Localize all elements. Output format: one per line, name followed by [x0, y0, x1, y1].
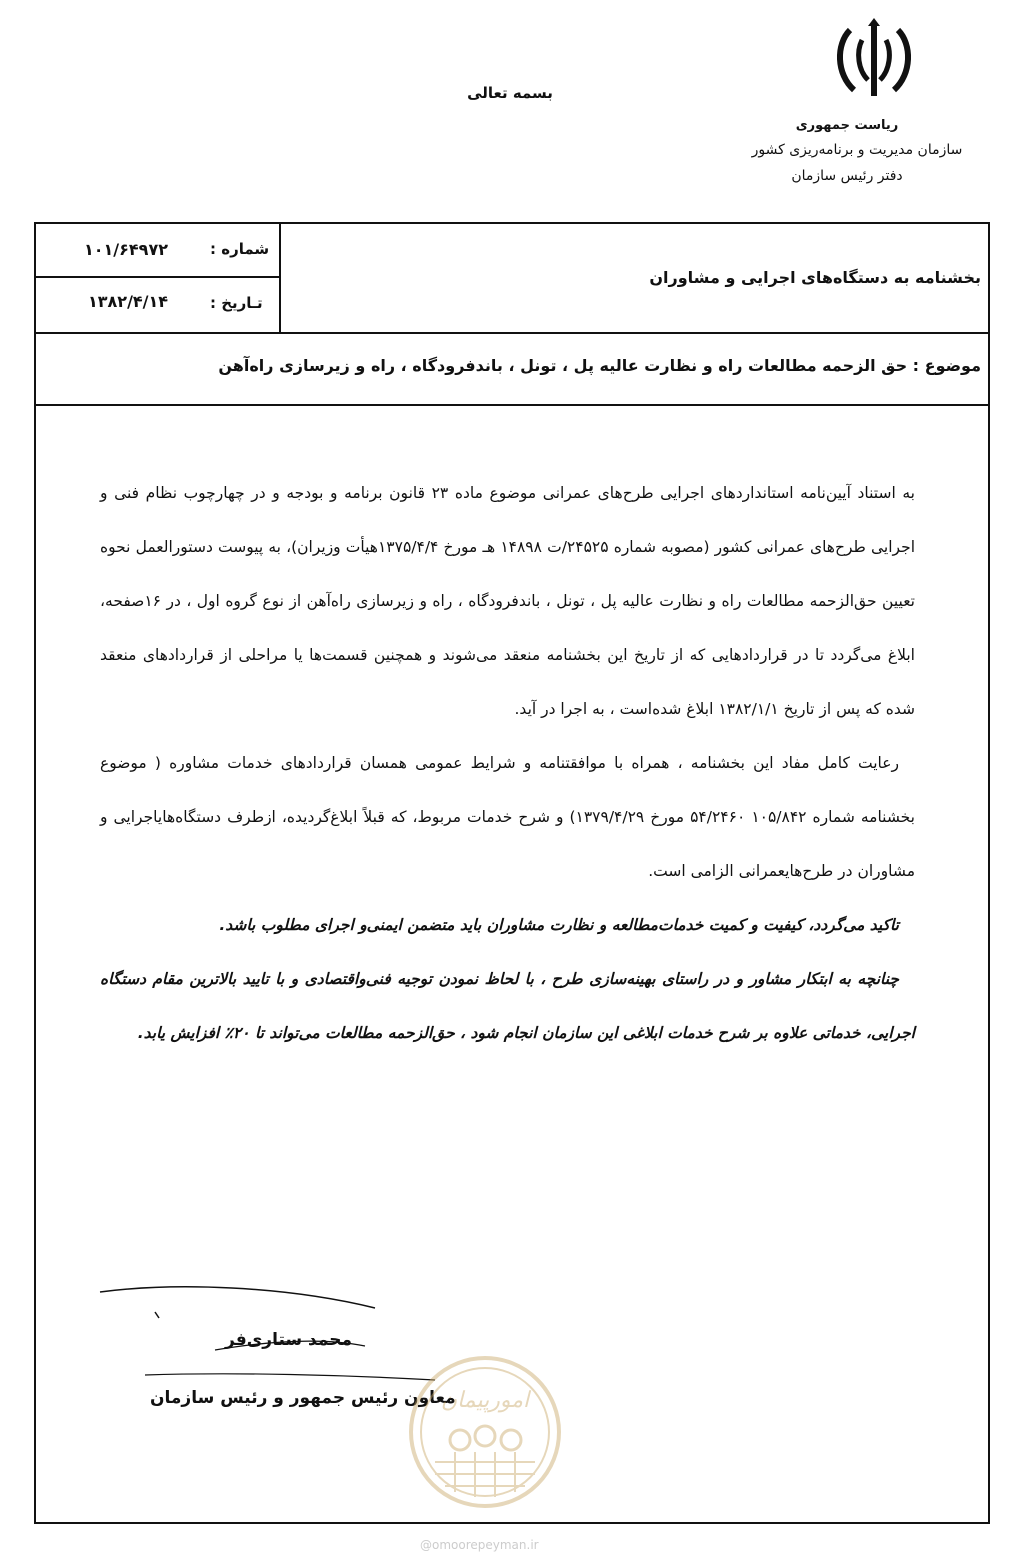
meta-divider	[34, 276, 279, 278]
seal-watermark	[405, 1352, 565, 1512]
signatory-name: محمد ستاری‌فر	[225, 1330, 353, 1350]
iran-emblem-icon	[832, 18, 916, 104]
paragraph-1: به استناد آیین‌نامه استانداردهای اجرایی طرح‌های عمرانی موضوع ماده ۲۳ قانون برنامه و بودجه و در چهارچوب نظام فنی و اجرایی طرح‌های عمرانی کشور (مصوبه شماره ۲۴۵۲۵/ت ۱۴۸۹۸ هـ مورخ ۱۳۷۵/۴/۴هیأت وزیران)، به پیوست دستورالعمل نحوه تعیین حق‌الزحمه مطالعات راه و نظارت عالیه پل ، تونل ، باندفرودگاه ، راه و زیرسازی راه‌آهن از نوع گروه اول ، در ۱۶صفحه، ابلاغ می‌گردد تا در قراردادهایی که از تاریخ این بخشنامه منعقد می‌شوند و همچنین قسمت‌ها یا مراحلی از قراردادهای منعقد شده که پس از تاریخ ۱۳۸۲/۱/۱ ابلاغ شده‌است ، به اجرا در آید.	[100, 484, 915, 718]
number-label: شماره :	[210, 240, 270, 258]
document-body	[100, 466, 915, 1060]
meta-column-divider	[279, 222, 281, 332]
date-label: تـاریخ :	[210, 294, 263, 312]
paragraph-3: تاکید می‌گردد، کیفیت و کمیت خدمات‌مطالعه و نظارت مشاوران باید متضمن ایمنی‌و اجرای مطلوب باشد.	[219, 916, 899, 934]
signatory-title: معاون رئیس جمهور و رئیس سازمان	[150, 1388, 456, 1408]
org-line-office: دفتر رئیس سازمان	[791, 168, 903, 184]
paragraph-4: چنانچه به ابتکار مشاور و در راستای بهینه‌سازی طرح ، با لحاظ نمودن توجیه فنی‌واقتصادی و با تایید بالاترین مقام دستگاه اجرایی، خدماتی علاوه بر شرح خدمات ابلاغی این سازمان انجام شود ، حق‌الزحمه مطالعات می‌تواند تا ۲۰٪ افزایش یابد.	[100, 970, 915, 1042]
number-value: ۱۰۱/۶۴۹۷۲	[84, 240, 168, 259]
recipient: بخشنامه به دستگاه‌های اجرایی و مشاوران	[649, 268, 981, 287]
paragraph-2: رعایت کامل مفاد این بخشنامه ، همراه با موافقتنامه و شرایط عمومی همسان قراردادهای خدمات مشاوره ( موضوع بخشنامه شماره ۱۰۵/۸۴۲ ۵۴/۲۴۶۰ مورخ ۱۳۷۹/۴/۲۹) و شرح خدمات مربوط، که قبلاً ابلاغ‌گردیده، ازطرف دستگاه‌هایاجرایی و مشاوران در طرح‌هایعمرانی الزامی است.	[100, 754, 915, 880]
seal-text: امورپیمان	[440, 1388, 530, 1413]
org-line-organization: سازمان مدیریت و برنامه‌ریزی کشور	[751, 142, 963, 158]
date-value: ۱۳۸۲/۴/۱۴	[88, 292, 169, 311]
subject-divider	[34, 404, 990, 406]
header-divider	[34, 332, 990, 334]
subject: موضوع : حق الزحمه مطالعات راه و نظارت عالیه پل ، تونل ، باندفرودگاه ، راه و زیرسازی راه‌آهن	[218, 356, 981, 375]
bismillah: بسمه تعالی	[467, 84, 553, 102]
org-line-presidency: ریاست جمهوری	[795, 118, 899, 133]
footer-url: @omoorepeyman.ir	[420, 1538, 539, 1552]
